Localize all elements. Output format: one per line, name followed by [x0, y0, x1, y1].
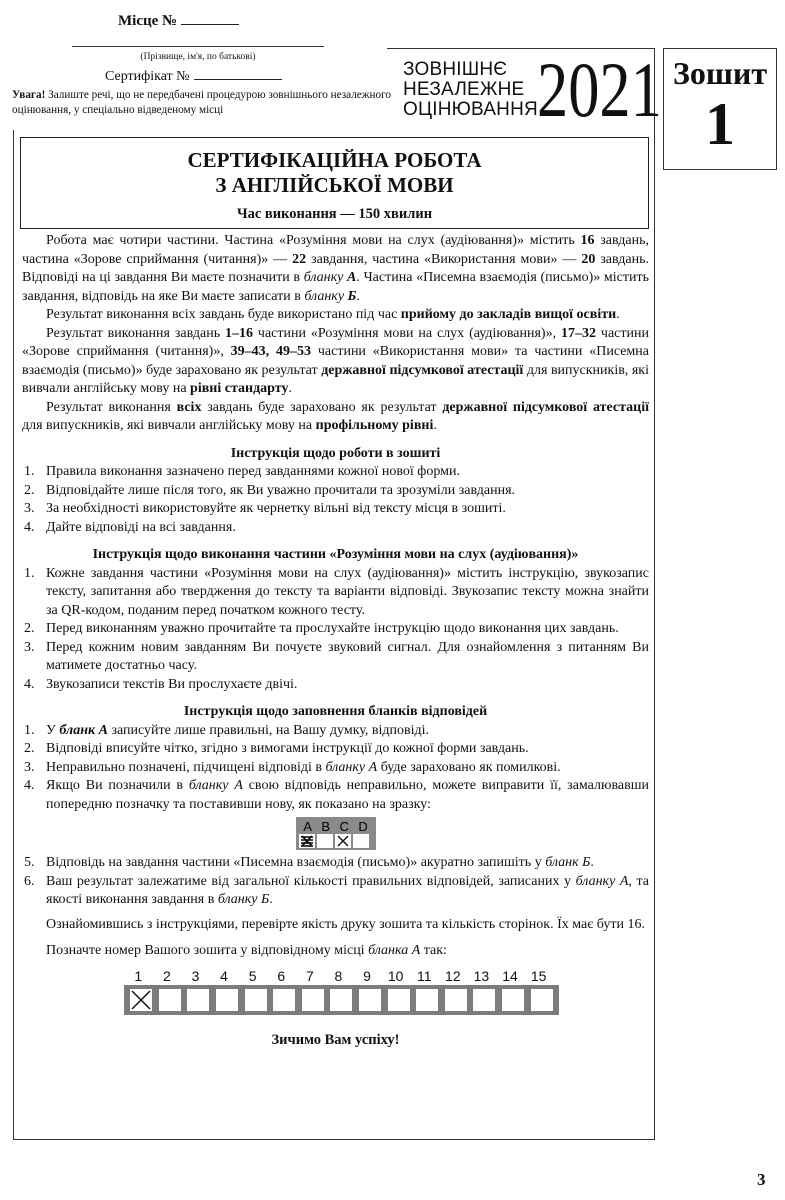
scribble-icon	[300, 835, 314, 847]
grid-checkbox-2[interactable]	[159, 989, 181, 1011]
zno-line2: НЕЗАЛЕЖНЕ	[403, 79, 525, 100]
grid-checkbox-9[interactable]	[359, 989, 381, 1011]
sample-letter-d: D	[358, 819, 368, 834]
grid-checkbox-11[interactable]	[416, 989, 438, 1011]
grid-number-label: 1	[134, 967, 143, 984]
list-item: 2. Відповіді вписуйте чітко, згідно з вимогами інструкції до кожної форми завдань.	[24, 741, 529, 756]
grid-checkbox-10[interactable]	[388, 989, 410, 1011]
grid-number-labels	[124, 967, 649, 986]
warning-text: Залиште речі, що не передбачені процедурою зовнішнього незалежного оцінювання, у спеціально відведеному місці	[12, 89, 392, 116]
section3-list	[22, 722, 649, 815]
cross-mark-icon	[131, 990, 151, 1010]
list-item: 1. У бланк А записуйте лише правильні, на Вашу думку, відповіді.	[24, 722, 430, 738]
page-number: 3	[757, 1170, 766, 1189]
grid-checkbox-14[interactable]	[502, 989, 524, 1011]
section2-heading: Інструкція щодо виконання частини «Розуміння мови на слух (аудіювання)»	[92, 547, 579, 562]
grid-checkbox-6[interactable]	[273, 989, 295, 1011]
grid-checkbox-13[interactable]	[473, 989, 495, 1011]
name-blank-line	[72, 46, 324, 47]
list-item: 3. Неправильно позначені, підчищені відповіді в бланку А буде зараховано як помилкові.	[24, 759, 561, 775]
title-line1: СЕРТИФІКАЦІЙНА РОБОТА	[187, 148, 482, 172]
sample-cell-empty	[353, 834, 369, 848]
instructions-body	[22, 232, 649, 1050]
list-item: 2. Відповідайте лише після того, як Ви уважно прочитали та зрозуміли завдання.	[24, 482, 516, 498]
grid-checkbox-3[interactable]	[187, 989, 209, 1011]
intro-paragraph-1: Робота має чотири частини. Частина «Розуміння мови на слух (аудіювання)» містить 16 завдань, частина «Зорове сприймання (читання)» — 22 завдання, частина «Використання мови» — 20 завдань. Відповіді на ці завдання Ви маєте позначити в бланку А. Частина «Писемна взаємодія (письмо)» містить завдання, відповідь на яке Ви маєте записати в бланку Б.	[22, 233, 649, 304]
list-item: 4. Дайте відповіді на всі завдання.	[24, 519, 236, 535]
grid-number-label: 6	[277, 967, 286, 984]
grid-number-label: 3	[191, 967, 200, 984]
grid-number-label: 12	[445, 967, 461, 984]
list-item: 1. Кожне завдання частини «Розуміння мови на слух (аудіювання)» містить інструкцію, звукозапис тексту, запитання або твердження до тексту та варіанти відповіді. Звукозапис тексту можна знайти за QR-кодом, поданим перед початком кожного тесту.	[24, 565, 649, 618]
list-item: 4. Якщо Ви позначили в бланку А свою відповідь неправильно, можете виправити її, замалювавши попередню позначку та поставивши нову, як показано на зразку:	[24, 778, 649, 812]
section2-list	[22, 565, 649, 695]
answer-correction-sample	[296, 817, 376, 850]
grid-number-label: 14	[502, 967, 518, 984]
grid-boxes	[124, 985, 559, 1015]
exam-duration: Час виконання — 150 хвилин	[236, 206, 433, 222]
sample-letter-c: C	[339, 819, 349, 834]
title-box	[20, 137, 649, 229]
grid-number-label: 4	[220, 967, 228, 984]
certificate-field	[105, 67, 282, 85]
check-pages-text: Ознайомившись з інструкціями, перевірте якість друку зошита та кількість сторінок. Їх має бути 16.	[46, 916, 645, 932]
notebook-number-grid	[124, 967, 649, 1016]
grid-checkbox-7[interactable]	[302, 989, 324, 1011]
cross-mark-icon	[337, 835, 349, 847]
section1-list	[22, 463, 649, 537]
section3-heading: Інструкція щодо заповнення бланків відповідей	[183, 704, 488, 719]
certificate-label: Сертифікат №	[105, 69, 190, 84]
sample-cell-empty	[317, 834, 333, 848]
zno-line1: ЗОВНІШНЄ	[403, 59, 508, 80]
notebook-number: 1	[705, 91, 735, 157]
notebook-label: Зошит	[672, 55, 768, 91]
grid-number-label: 9	[363, 967, 371, 984]
list-item: 2. Перед виконанням уважно прочитайте та прослухайте інструкцію щодо виконання цих завдань.	[24, 621, 619, 636]
grid-number-label: 8	[334, 967, 343, 984]
list-item: 4. Звукозаписи текстів Ви прослухаєте двічі.	[24, 676, 298, 692]
zno-year: 2021	[537, 46, 662, 133]
intro-paragraph-4: Результат виконання всіх завдань буде зараховано як результат державної підсумкової атестації для випускників, які вивчали англійську мову на профільному рівні.	[22, 399, 649, 433]
grid-number-label: 15	[530, 967, 547, 984]
grid-checkbox-1[interactable]	[130, 989, 152, 1011]
list-item: 6. Ваш результат залежатиме від загальної кількості правильних відповідей, записаних у бланку А, та якості виконання завдання в бланку Б.	[24, 873, 649, 907]
zno-logo-text	[403, 60, 538, 120]
grid-checkbox-12[interactable]	[445, 989, 467, 1011]
list-item: 3. Перед кожним новим завданням Ви почуєте звуковий сигнал. Для ознайомлення з питанням Ви матимете достатньо часу.	[24, 639, 649, 673]
grid-checkbox-8[interactable]	[330, 989, 352, 1011]
good-luck-message: Зичимо Вам успіху!	[271, 1032, 400, 1048]
grid-checkbox-15[interactable]	[531, 989, 553, 1011]
grid-number-label: 13	[473, 967, 490, 984]
grid-number-label: 7	[305, 967, 314, 984]
warning-label: Увага!	[12, 89, 46, 101]
grid-number-label: 5	[248, 967, 257, 984]
sample-cell-filled	[299, 834, 315, 848]
certificate-blank	[194, 67, 282, 80]
grid-checkbox-5[interactable]	[245, 989, 267, 1011]
mark-notebook-text: Позначте номер Вашого зошита у відповідному місці бланка А так:	[46, 943, 447, 958]
grid-number-label: 2	[162, 967, 171, 984]
sample-letter-a: A	[303, 819, 312, 834]
section1-heading: Інструкція щодо роботи в зошиті	[230, 445, 441, 461]
place-number-field	[118, 10, 239, 30]
name-caption: (Прізвище, ім'я, по батькові)	[140, 52, 256, 62]
sample-letter-b: B	[321, 819, 331, 834]
title-line2: З АНГЛІЙСЬКОЇ МОВИ	[215, 173, 454, 197]
place-blank	[181, 10, 239, 25]
place-label: Місце №	[118, 13, 178, 29]
list-item: 3. За необхідності використовуйте як чернетку вільні від тексту місця в зошиті.	[24, 501, 506, 516]
list-item: 1. Правила виконання зазначено перед завданнями кожної нової форми.	[24, 464, 460, 479]
intro-paragraph-3: Результат виконання завдань 1–16 частини «Розуміння мови на слух (аудіювання)», 17–32 частини «Зорове сприймання (читання)», 39–43, 49–53 частини «Використання мови» та частини «Писемна взаємодія (письмо)» буде зараховано як результат державної підсумкової атестації для випускників, які вивчали англійську мову на рівні стандарту.	[22, 325, 650, 396]
grid-number-label: 10	[387, 967, 404, 984]
section3-list-cont	[22, 854, 649, 910]
grid-checkbox-4[interactable]	[216, 989, 238, 1011]
intro-paragraph-2: Результат виконання всіх завдань буде використано під час прийому до закладів вищої освіти.	[46, 307, 620, 322]
list-item: 5. Відповідь на завдання частини «Писемна взаємодія (письмо)» акуратно запишіть у бланк Б.	[24, 855, 594, 870]
notebook-badge	[663, 48, 777, 170]
sample-cell-crossed	[335, 834, 351, 848]
grid-number-label: 11	[416, 967, 432, 984]
warning-notice	[12, 88, 392, 118]
zno-line3: ОЦІНЮВАННЯ	[403, 99, 538, 120]
